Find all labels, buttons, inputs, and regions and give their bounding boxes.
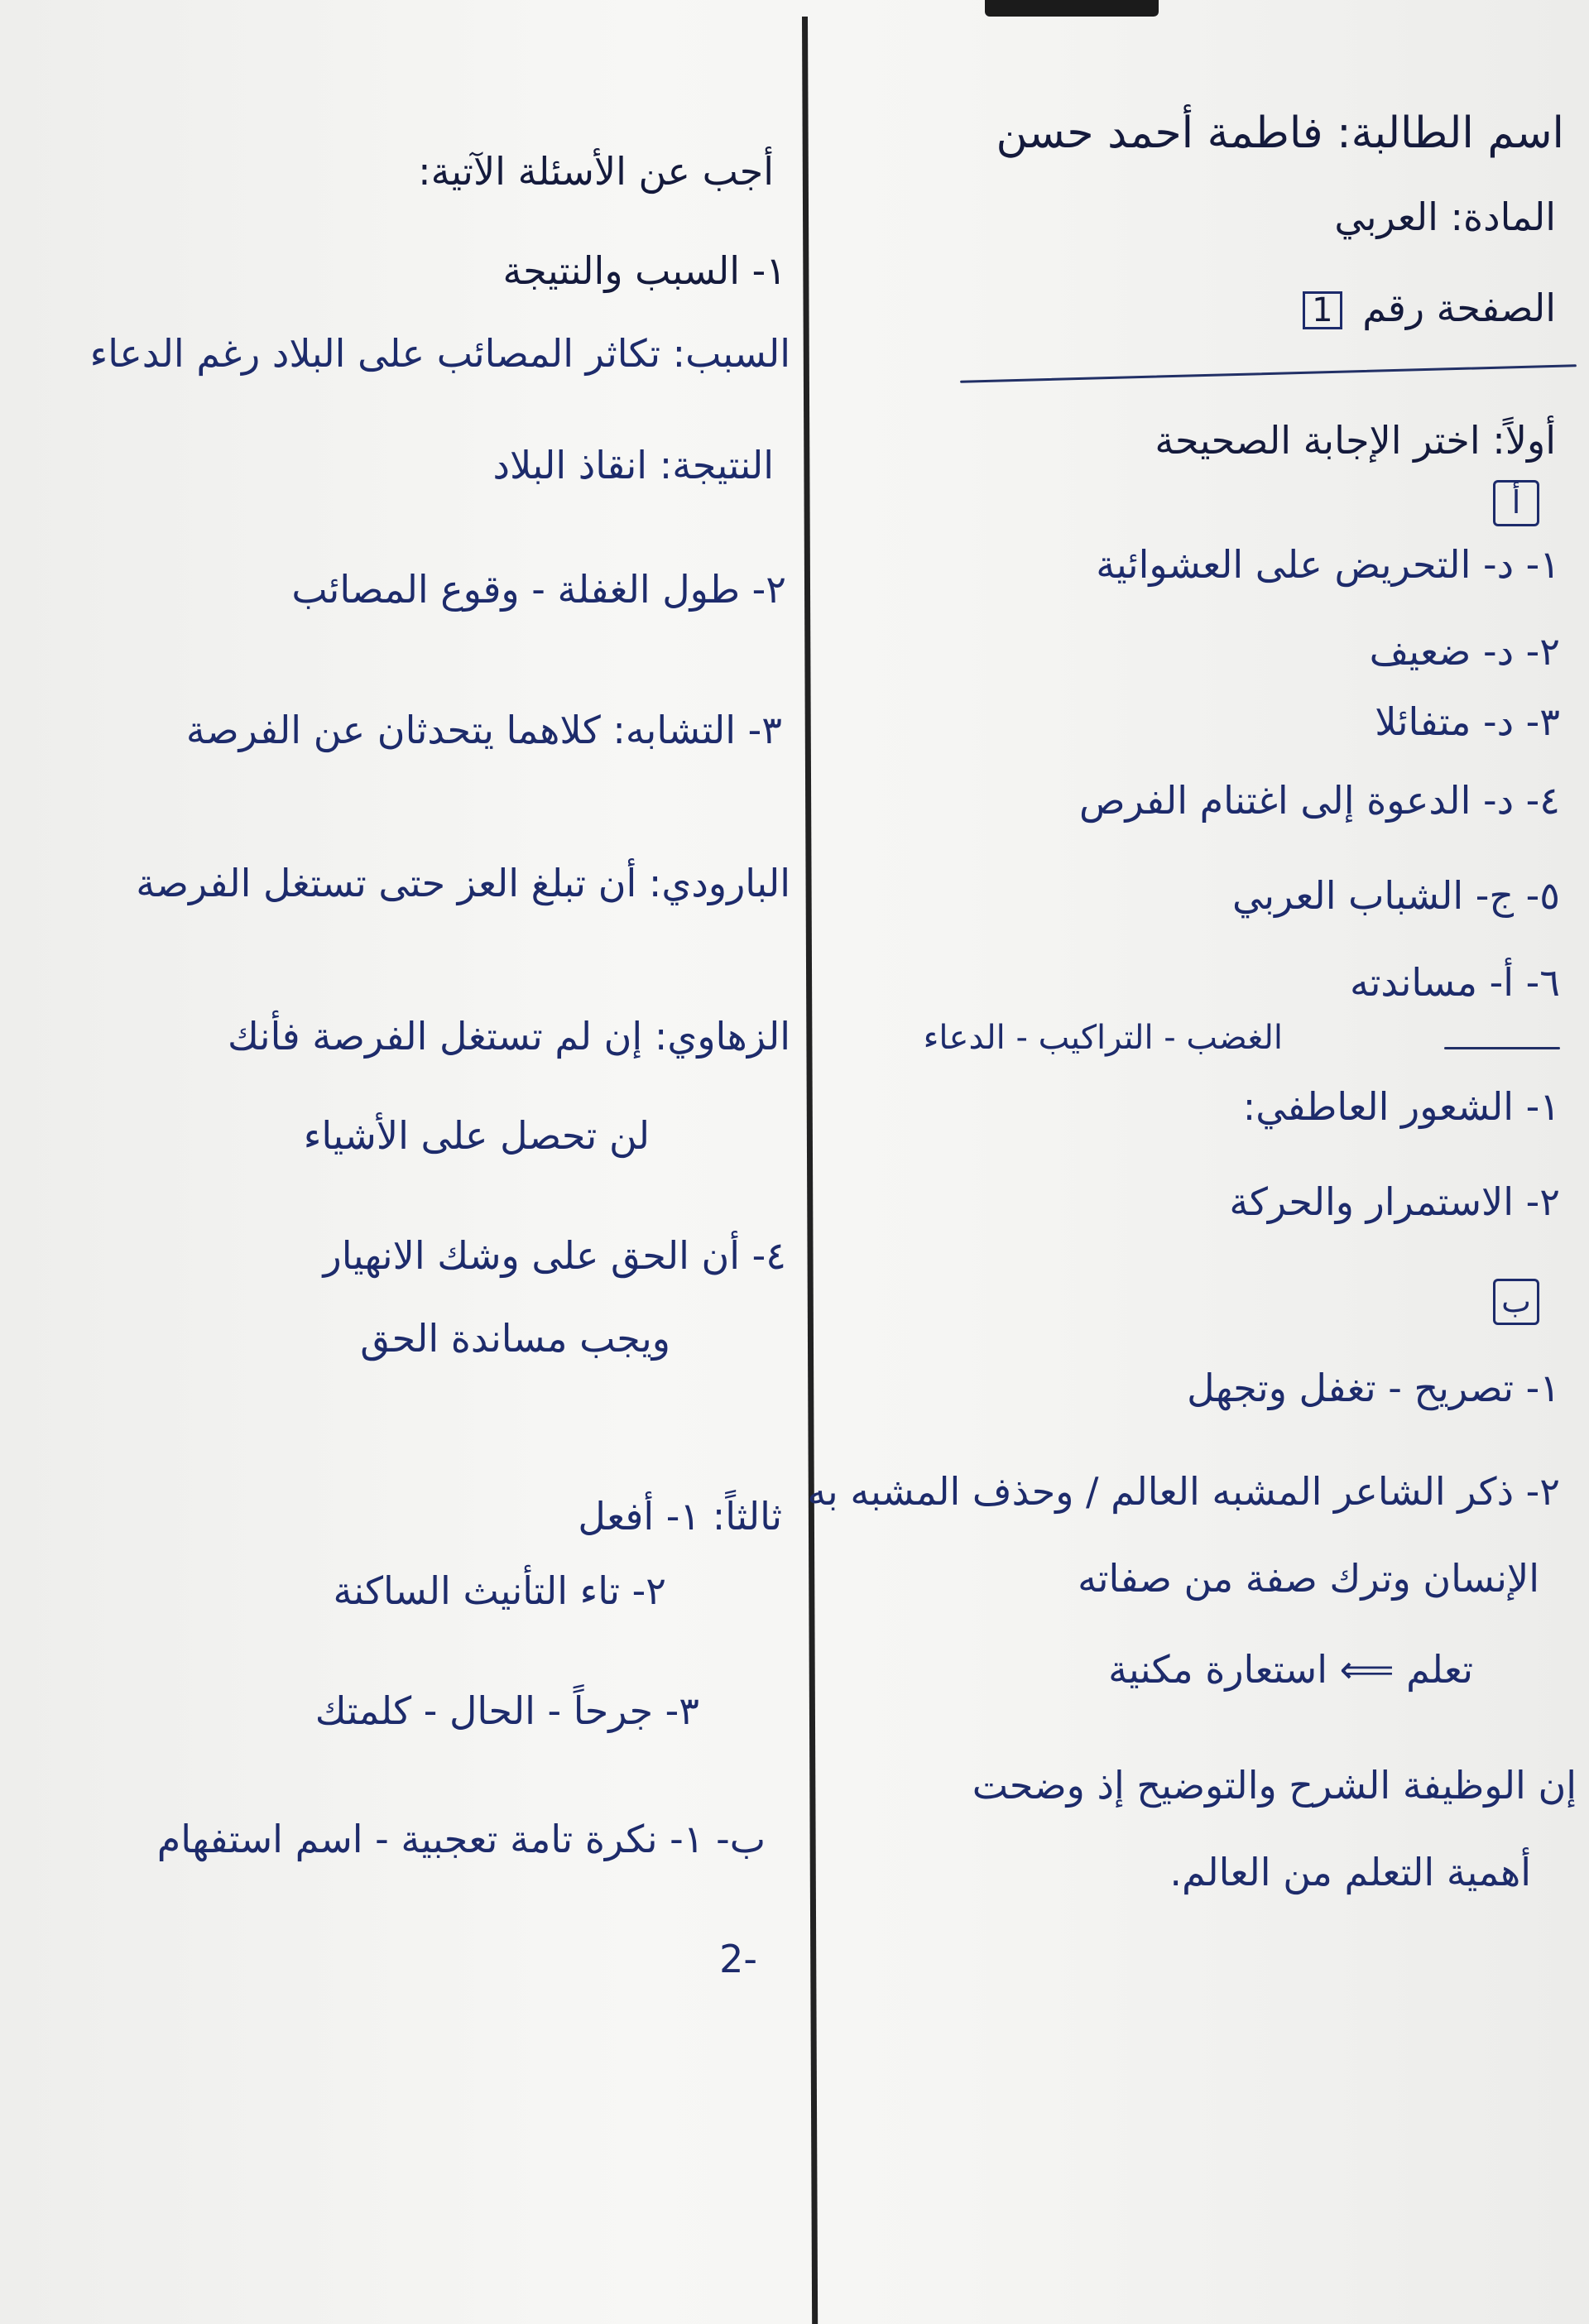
box-label-a: أ — [1493, 480, 1539, 526]
cause-answer: السبب: تكاثر المصائب على البلاد رغم الدعاء — [89, 331, 790, 376]
b-left-answer-1: ب- ١- نكرة تامة تعجبية - اسم استفهام — [156, 1817, 766, 1861]
answer-1: ١- د- التحريض على العشوائية — [1096, 542, 1560, 587]
b-answer-2-line2: الإنسان وترك صفة من صفاته — [1078, 1556, 1539, 1601]
zahawi-answer-line1: الزهاوي: إن لم تستغل الفرصة فأنك — [228, 1014, 790, 1059]
left-intro: أجب عن الأسئلة الآتية: — [418, 149, 774, 194]
result-answer: النتيجة: انقاذ البلاد — [492, 443, 774, 487]
third-answer-1: ثالثاً: ١- أفعل — [578, 1494, 782, 1539]
side-rule — [1444, 1047, 1560, 1049]
page-number-line — [1303, 286, 1556, 331]
left-q1: ١- السبب والنتيجة — [502, 248, 786, 293]
left-q4-line2: ويجب مساندة الحق — [360, 1316, 670, 1361]
left-q2: ٢- طول الغفلة - وقوع المصائب — [291, 567, 786, 612]
left-q3: ٣- التشابه: كلاهما يتحدثان عن الفرصة — [185, 708, 782, 752]
zahawi-answer-line2: لن تحصل على الأشياء — [303, 1113, 650, 1158]
emotion-answer: ١- الشعور العاطفي: — [1242, 1084, 1560, 1129]
student-name: اسم الطالبة: فاطمة أحمد حسن — [996, 108, 1564, 158]
b-answer-3-line1: إن الوظيفة الشرح والتوضيح إذ وضحت — [972, 1763, 1577, 1808]
answer-continuity: ٢- الاستمرار والحركة — [1229, 1179, 1560, 1224]
barudi-answer: البارودي: أن تبلغ العز حتى تستغل الفرصة — [136, 861, 790, 905]
answer-2: ٢- د- ضعيف — [1369, 629, 1560, 674]
b-answer-2-line1: ٢- ذكر الشاعر المشبه العالم / وحذف المشبه به — [807, 1469, 1560, 1514]
left-q4-line1: ٤- أن الحق على وشك الانهيار — [323, 1233, 786, 1278]
page-label: الصفحة رقم — [1362, 286, 1556, 330]
section-a-title: أولاً: اختر الإجابة الصحيحة — [1155, 418, 1556, 463]
header-underline — [960, 364, 1577, 383]
box-label-b: ب — [1493, 1279, 1539, 1325]
page-number-box: 1 — [1303, 291, 1342, 329]
subject-line: المادة: العربي — [1334, 194, 1556, 239]
right-column — [807, 0, 1589, 2324]
third-answer-3: ٣- جرحاً - الحال - كلمتك — [314, 1688, 699, 1733]
answer-4: ٤- د- الدعوة إلى اغتنام الفرص — [1078, 778, 1560, 823]
b-answer-2-line3: تعلم ⟸ استعارة مكنية — [1108, 1647, 1473, 1692]
b-answer-3-line2: أهمية التعلم من العالم. — [1169, 1850, 1531, 1894]
third-answer-2: ٢- تاء التأنيث الساكنة — [333, 1568, 666, 1613]
side-note: الغضب - التراكيب - الدعاء — [923, 1019, 1283, 1057]
answer-3: ٣- د- متفائلا — [1375, 699, 1560, 744]
b-answer-1: ١- تصريح - تغفل وتجهل — [1187, 1366, 1560, 1410]
b-left-answer-2: -2 — [719, 1937, 757, 1981]
answer-6: ٦- أ- مساندته — [1349, 960, 1560, 1005]
answer-5: ٥- ج- الشباب العربي — [1231, 873, 1560, 918]
